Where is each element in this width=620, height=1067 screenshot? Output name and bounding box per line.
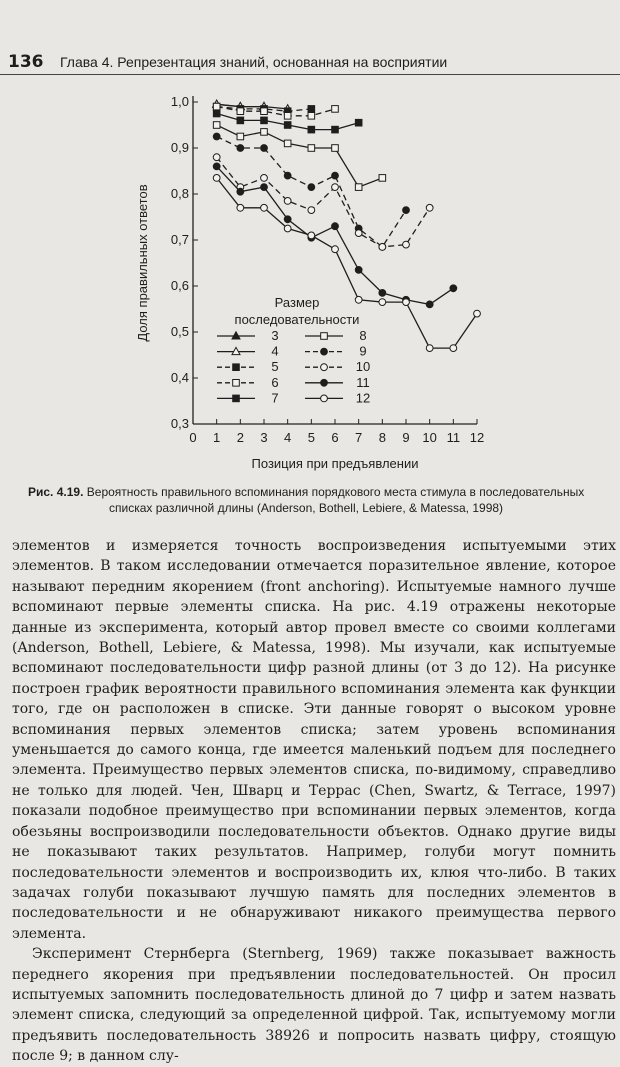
body-text <box>12 536 616 1067</box>
series-11-point <box>426 301 433 308</box>
series-10-point <box>261 175 268 182</box>
series-8-point <box>355 184 362 191</box>
legend-swatch-marker <box>321 364 328 371</box>
series-11-point <box>261 184 268 191</box>
legend-swatch-marker <box>321 379 328 386</box>
legend-label: 6 <box>271 374 279 390</box>
legend-swatch-marker <box>321 333 328 340</box>
x-tick-label: 0 <box>189 430 197 445</box>
series-12-point <box>355 296 362 303</box>
x-tick-label: 7 <box>355 430 363 445</box>
legend-item-4 <box>217 344 279 359</box>
legend-label: 5 <box>271 359 279 375</box>
x-tick-label: 1 <box>213 430 221 445</box>
series-8-point <box>261 129 268 136</box>
y-tick-label: 1,0 <box>170 94 189 109</box>
series-10-point <box>379 244 386 251</box>
legend-item-5 <box>217 359 279 374</box>
series-9-point <box>284 172 291 179</box>
x-tick-label: 9 <box>402 430 410 445</box>
series-8-point <box>379 175 386 182</box>
series-6-point <box>261 108 268 115</box>
legend-item-7 <box>217 390 279 405</box>
series-11-point <box>237 188 244 195</box>
series-11-point <box>355 267 362 274</box>
series-12-point <box>213 175 220 182</box>
legend-title-line-2: последовательности <box>234 312 360 327</box>
legend-label: 8 <box>359 328 367 343</box>
legend-label: 12 <box>355 390 371 406</box>
series-6-point <box>332 106 339 113</box>
figure-caption <box>28 484 608 516</box>
series-9-point <box>332 172 339 179</box>
x-tick-label: 10 <box>422 430 437 445</box>
legend-swatch-marker <box>321 348 328 355</box>
series-9-point <box>237 145 244 152</box>
legend-item-9 <box>305 344 367 359</box>
series-12-point <box>379 299 386 306</box>
x-tick-label: 4 <box>284 430 292 445</box>
legend-item-11 <box>305 375 370 390</box>
series-12-point <box>403 299 410 306</box>
paragraph-1: элементов и измеряется точность воспроизведения испытуемыми этих элементов. В таком исследовании отмечается поразительное явление, которое называют передним якорением (front anchoring). Испытуемые намного лучше вспоминают первые элементы списка. На рис. 4.19 отражены некоторые данные из эксперимента, который автор провел вместе со своими коллегами (Anderson, Bothell, Lebiere, & Matessa, 1998). Мы изучали, как испытуемые вспоминают последовательности цифр разной длины (от 3 до 12). На рисунке построен график вероятности правильного вспоминания элемента как функции того, где он расположен в списке. Эти данные говорят о высоком уровне вспоминания первых элементов списка; затем уровень вспоминания уменьшается до самого конца, где имеется маленький подъем для последнего элемента. Преимущество первых элементов списка, по-видимому, справедливо не только для людей. Чен, Шварц и Террас (Chen, Swartz, & Terrace, 1997) показали подобное преимущество при вспоминании первых элементов, когда обезьяны воспроизводили последовательности объектов. Однако другие виды не показывают таких результатов. Например, голуби могут помнить последовательности элементов и воспроизводить их, клюя что-либо. В таких задачах голуби показывают лучшую память для последних элементов в последовательности и не обнаруживают никакого преимущества первого элемента. <box>12 538 616 942</box>
series-7-point <box>284 122 291 129</box>
series-10-point <box>355 230 362 237</box>
legend-item-10 <box>305 359 370 374</box>
series-12-point <box>284 225 291 232</box>
legend-label: 10 <box>355 359 371 375</box>
legend-item-8 <box>305 328 367 343</box>
x-tick-label: 3 <box>260 430 268 445</box>
series-10 <box>213 154 433 251</box>
legend-swatch-marker <box>233 380 240 387</box>
series-11-point <box>284 216 291 223</box>
x-tick-label: 12 <box>469 430 485 445</box>
series-8-point <box>308 145 315 152</box>
series-10-point <box>213 154 220 161</box>
series-9-point <box>261 145 268 152</box>
series-12-point <box>474 310 481 317</box>
series-8-point <box>237 133 244 140</box>
series-6-point <box>284 113 291 120</box>
series-9-point <box>308 184 315 191</box>
series-8-point <box>213 122 220 129</box>
caption-line-2: списках различной длины (Anderson, Bothell, Lebiere, & Matessa, 1998) <box>109 501 504 515</box>
y-tick-label: 0,4 <box>170 370 189 385</box>
y-tick-label: 0,5 <box>170 324 189 339</box>
x-tick-label: 6 <box>331 430 339 445</box>
series-8-point <box>332 145 339 152</box>
x-tick-label: 2 <box>236 430 244 445</box>
series-6-point <box>308 113 315 120</box>
x-tick-label: 5 <box>307 430 315 445</box>
series-7-point <box>261 117 268 124</box>
series-5-point <box>308 106 315 113</box>
page-number: 136 <box>8 52 44 72</box>
series-8 <box>213 122 385 191</box>
series-7-point <box>308 126 315 133</box>
series-12-point <box>237 204 244 211</box>
series-11-point <box>450 285 457 292</box>
series-9-point <box>213 133 220 140</box>
legend-item-6 <box>217 375 279 390</box>
legend-title-line-1: Размер <box>274 295 320 310</box>
figure-label: Рис. 4.19. <box>28 485 84 499</box>
caption-line-1: Вероятность правильного вспоминания порядкового места стимула в последовательных <box>86 485 585 499</box>
series-7-point <box>355 119 362 126</box>
x-tick-label: 8 <box>378 430 386 445</box>
x-tick-label: 11 <box>446 430 461 445</box>
legend-label: 3 <box>271 328 279 343</box>
series-10-point <box>426 204 433 211</box>
series-7-point <box>213 110 220 117</box>
y-axis-title: Доля правильных ответов <box>135 184 150 342</box>
y-tick-label: 0,8 <box>170 186 189 201</box>
paragraph-2: Эксперимент Стернберга (Sternberg, 1969) также показывает важность переднего якорения при предъявлении последовательностей. Он просил испытуемых запомнить последовательность длиной до 7 цифр и затем назвать элемент списка, следующий за определенной цифрой. Так, испытуемому могли предъявить последовательность 38926 и попросить назвать цифру, стоящую после 9; в данном слу- <box>12 946 616 1065</box>
series-11-point <box>379 290 386 297</box>
y-tick-label: 0,6 <box>170 278 189 293</box>
series-9-point <box>403 207 410 214</box>
chart-legend <box>217 295 370 405</box>
x-axis-title: Позиция при предъявлении <box>251 456 419 471</box>
legend-swatch-marker <box>321 395 328 402</box>
legend-label: 4 <box>271 343 279 359</box>
recall-line-chart <box>125 82 495 477</box>
series-12-point <box>450 345 457 352</box>
legend-label: 9 <box>359 343 367 359</box>
series-12-point <box>426 345 433 352</box>
series-6-point <box>237 108 244 115</box>
series-9-line <box>217 137 406 247</box>
series-11-point <box>213 163 220 170</box>
running-header <box>0 50 620 75</box>
y-tick-label: 0,9 <box>170 140 189 155</box>
series-8-point <box>284 140 291 147</box>
series-7-point <box>237 117 244 124</box>
legend-swatch-marker <box>233 395 240 402</box>
series-10-point <box>284 198 291 205</box>
y-tick-label: 0,3 <box>170 416 189 431</box>
series-10-line <box>217 157 430 247</box>
series-10-point <box>332 184 339 191</box>
series-11-point <box>332 223 339 230</box>
y-tick-label: 0,7 <box>170 232 189 247</box>
chapter-title: Глава 4. Репрезентация знаний, основанная на восприятии <box>60 54 448 70</box>
legend-item-12 <box>305 390 370 405</box>
series-12-point <box>261 204 268 211</box>
series-10-point <box>403 241 410 248</box>
legend-item-3 <box>217 328 279 343</box>
series-10-point <box>308 207 315 214</box>
series-6-point <box>213 103 220 110</box>
series-7-point <box>332 126 339 133</box>
series-12-point <box>332 246 339 253</box>
legend-label: 11 <box>356 374 370 390</box>
series-12-point <box>308 232 315 239</box>
legend-swatch-marker <box>233 364 240 371</box>
legend-label: 7 <box>271 390 279 406</box>
